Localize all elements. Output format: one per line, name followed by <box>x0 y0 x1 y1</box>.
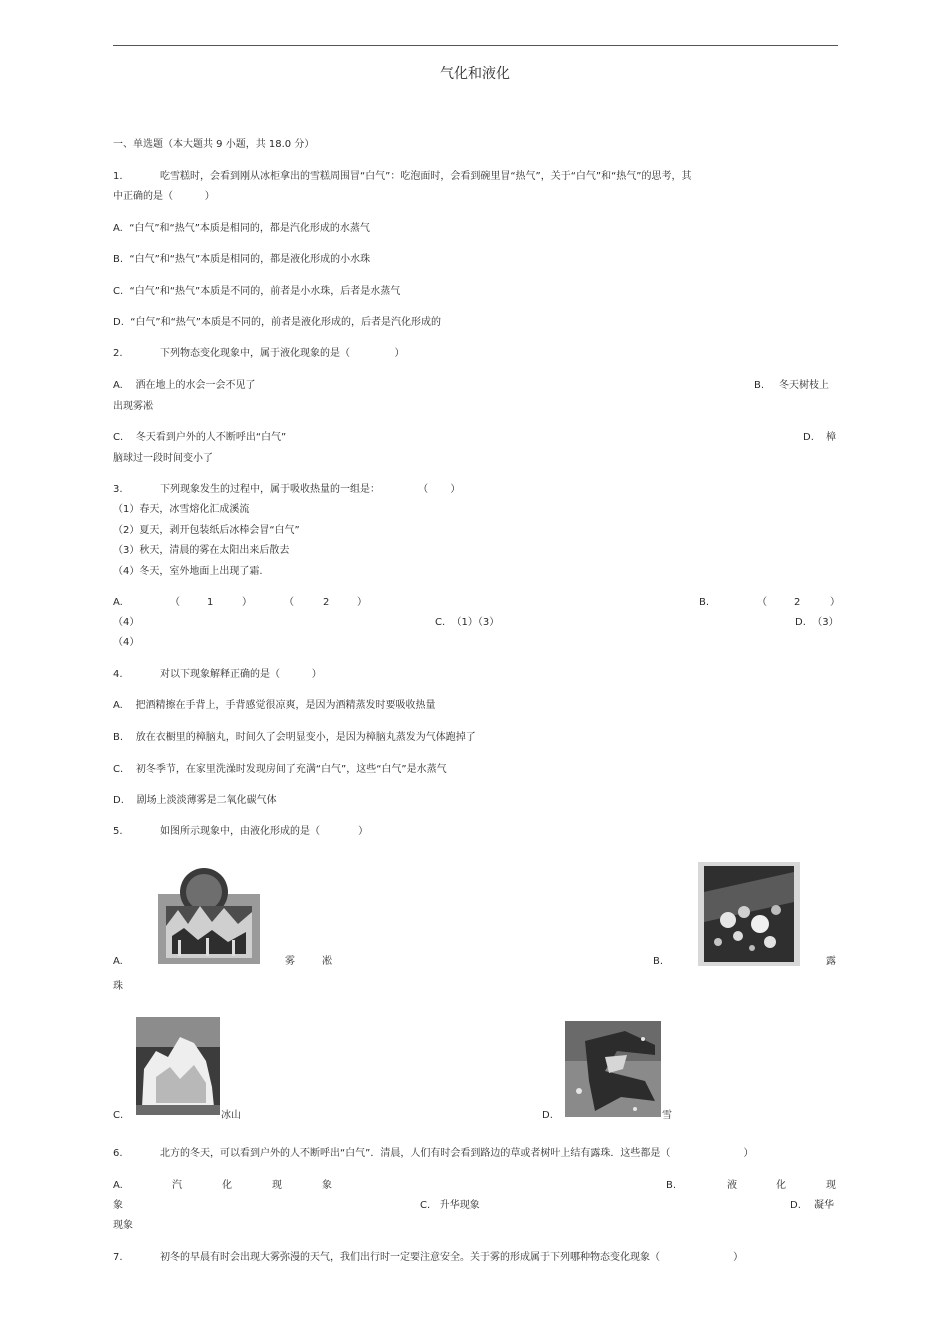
q1-stem-line2: 中正确的是（ ） <box>113 191 215 202</box>
q5-number: 5. <box>113 826 123 837</box>
q7-number: 7. <box>113 1252 123 1263</box>
q3-item-4: （4）冬天，室外地面上出现了霜. <box>113 566 263 577</box>
q4-option-b: B. 放在衣橱里的樟脑丸，时间久了会明显变小，是因为樟脑丸蒸发为气体跑掉了 <box>113 732 476 743</box>
q3-option-d: D. （3） <box>795 617 839 628</box>
q4-option-c: C. 初冬季节，在家里洗澡时发现房间了充满“白气”，这些“白气”是水蒸气 <box>113 764 447 775</box>
q1-number: 1. <box>113 171 123 182</box>
q6-option-a-char: 汽 <box>172 1180 182 1191</box>
header-rule <box>113 45 838 46</box>
q6-option-b-label: B. <box>666 1180 677 1191</box>
q3-item-1: （1）春天，冰雪熔化汇成溪流 <box>113 504 250 515</box>
q3-option-a-paren: （ <box>284 597 294 608</box>
q3-option-a-paren: ） <box>357 597 367 608</box>
q3-item-3: （3）秋天，清晨的雾在太阳出来后散去 <box>113 545 290 556</box>
q3-option-c: C. （1）（3） <box>435 617 500 628</box>
q1-stem-line1: 吃雪糕时，会看到刚从冰柜拿出的雪糕周围冒“白气”：吃泡面时，会看到碗里冒“热气”，关于“白气”和“热气”的思考，其 <box>160 171 692 182</box>
q6-option-c: C. 升华现象 <box>420 1200 480 1211</box>
q5-option-b-caption: 露 <box>826 956 836 967</box>
q2-option-b-continued: 出现雾凇 <box>113 401 153 412</box>
q1-option-b: B. “白气”和“热气”本质是相同的，都是液化形成的小水珠 <box>113 254 371 265</box>
q2-option-b-label: B. <box>754 380 765 391</box>
q6-option-a-char: 象 <box>322 1180 332 1191</box>
q4-option-a: A. 把酒精擦在手背上，手背感觉很凉爽，是因为酒精蒸发时要吸收热量 <box>113 700 436 711</box>
q6-option-a-char: 现 <box>272 1180 282 1191</box>
q5-option-c-caption: 冰山 <box>221 1110 241 1121</box>
q4-number: 4. <box>113 669 123 680</box>
q3-number: 3. <box>113 484 123 495</box>
q6-option-d-label: D. <box>790 1200 801 1211</box>
q2-option-a: A. 洒在地上的水会一会不见了 <box>113 380 256 391</box>
iceberg-photo <box>136 1017 220 1115</box>
q2-option-d-label: D. <box>803 432 814 443</box>
q6-option-b-char: 化 <box>776 1180 786 1191</box>
q2-stem: 下列物态变化现象中，属于液化现象的是（ ） <box>160 348 405 359</box>
q1-option-c: C. “白气”和“热气”本质是不同的，前者是小水珠，后者是水蒸气 <box>113 286 401 297</box>
q5-option-d-caption: 雪 <box>662 1110 672 1121</box>
q5-option-b-caption: 珠 <box>113 981 123 992</box>
q3-option-a-label: A. <box>113 597 123 608</box>
rime-photo <box>158 866 260 964</box>
q3-item-2: （2）夏天，剥开包装纸后冰棒会冒“白气” <box>113 525 300 536</box>
q6-option-d-text: 凝华 <box>814 1200 834 1211</box>
q2-option-d-continued: 脑球过一段时间变小了 <box>113 453 213 464</box>
snow-photo <box>565 1021 661 1117</box>
q5-option-b-label: B. <box>653 956 664 967</box>
q2-option-b-text: 冬天树枝上 <box>779 380 829 391</box>
q2-option-d-text: 樟 <box>826 432 836 443</box>
q3-stem: 下列现象发生的过程中，属于吸收热量的一组是： （ ） <box>160 484 461 495</box>
q2-option-c: C. 冬天看到户外的人不断呼出“白气” <box>113 432 287 443</box>
q3-option-b-paren: ） <box>830 597 840 608</box>
q5-option-c-label: C. <box>113 1110 124 1121</box>
q3-option-b-two: 2 <box>794 597 801 608</box>
section-heading: 一、单选题（本大题共 9 小题，共 18.0 分） <box>113 139 315 150</box>
dew-photo <box>698 862 800 966</box>
q6-option-b-char: 现 <box>826 1180 836 1191</box>
q5-option-d-label: D. <box>542 1110 553 1121</box>
q6-number: 6. <box>113 1148 123 1159</box>
q6-option-b-char: 液 <box>727 1180 737 1191</box>
q1-option-a: A. “白气”和“热气”本质是相同的，都是汽化形成的水蒸气 <box>113 223 370 234</box>
q1-option-d: D. “白气”和“热气”本质是不同的，前者是液化形成的，后者是汽化形成的 <box>113 317 441 328</box>
q5-stem: 如图所示现象中，由液化形成的是（ ） <box>160 826 369 837</box>
q3-option-b-label: B. <box>699 597 710 608</box>
q6-option-a-label: A. <box>113 1180 123 1191</box>
q4-option-d: D. 剧场上淡淡薄雾是二氧化碳气体 <box>113 795 277 806</box>
q3-option-d-continued: （4） <box>113 637 140 648</box>
q3-option-b-paren: （ <box>757 597 767 608</box>
q5-option-a-caption: 雾 <box>285 956 295 967</box>
q3-option-a-two: 2 <box>323 597 330 608</box>
q3-option-a-paren: ） <box>242 597 252 608</box>
q3-option-a-paren: （ <box>170 597 180 608</box>
q3-option-a-continued: （4） <box>113 617 140 628</box>
q5-option-a-caption: 凇 <box>322 956 332 967</box>
q6-option-a-char: 化 <box>222 1180 232 1191</box>
q3-option-a-one: 1 <box>207 597 214 608</box>
page-title: 气化和液化 <box>440 66 510 82</box>
q6-option-b-char: 象 <box>113 1200 123 1211</box>
q5-option-a-label: A. <box>113 956 123 967</box>
q7-stem: 初冬的早晨有时会出现大雾弥漫的天气，我们出行时一定要注意安全。关于雾的形成属于下列哪种物态变化现象（ ） <box>160 1252 744 1263</box>
q2-number: 2. <box>113 348 123 359</box>
q4-stem: 对以下现象解释正确的是（ ） <box>160 669 322 680</box>
q6-stem: 北方的冬天，可以看到户外的人不断呼出“白气”．清晨，人们有时会看到路边的草或者树叶上结有露珠．这些都是（ ） <box>160 1148 754 1159</box>
q6-option-d-continued: 现象 <box>113 1220 133 1231</box>
